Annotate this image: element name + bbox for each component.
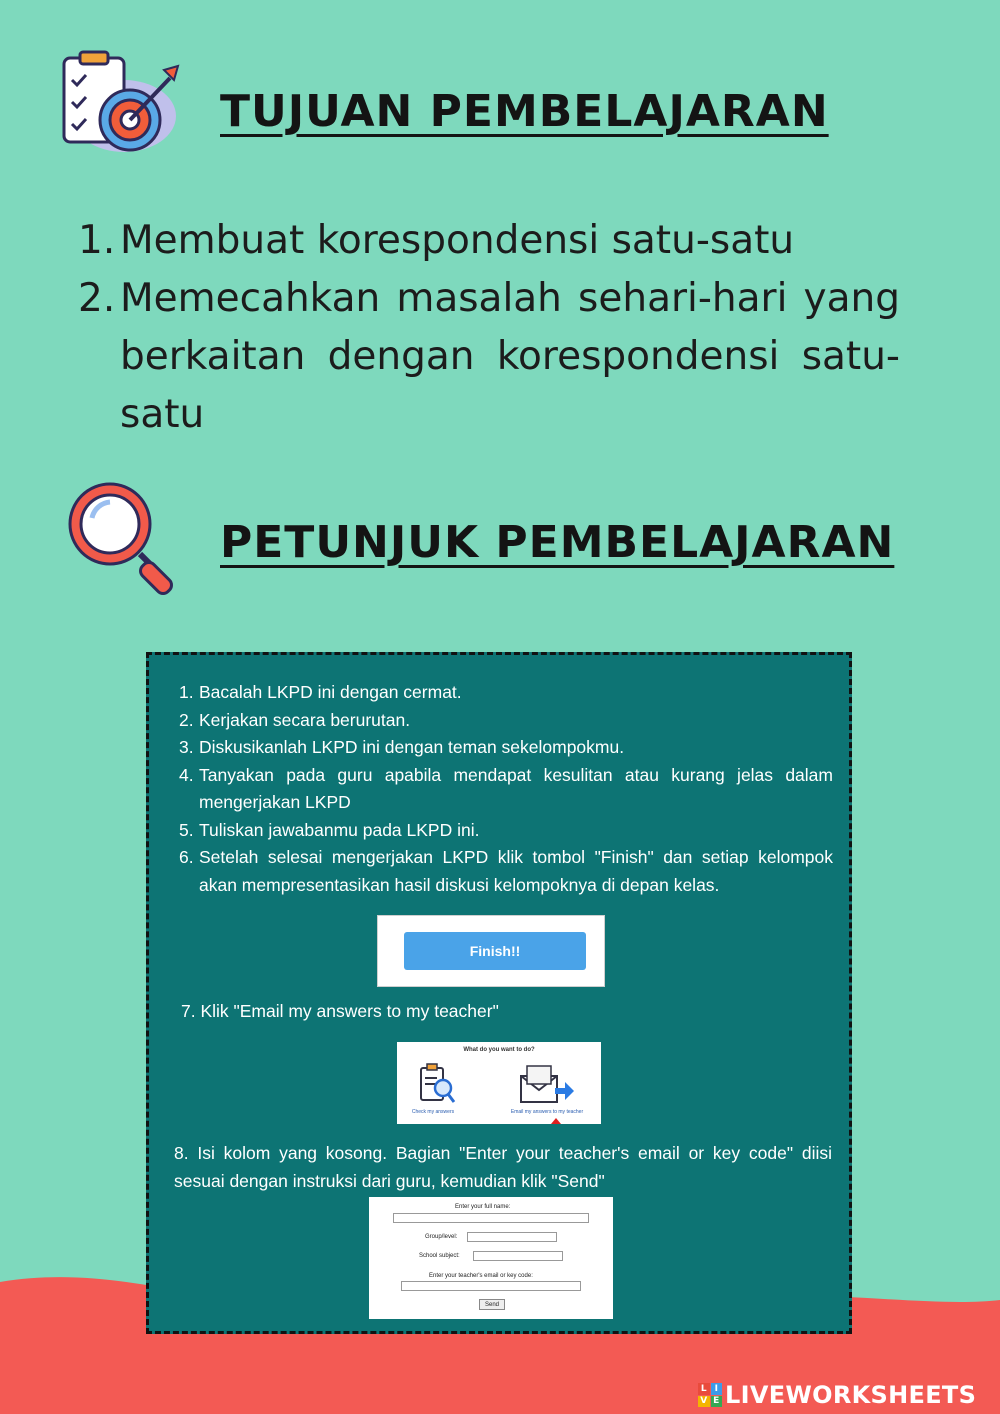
step-text: Kerjakan secara berurutan. <box>199 709 411 730</box>
step-7-text: 7. Klik "Email my answers to my teacher" <box>181 1001 499 1021</box>
subject-label: School subject: <box>419 1253 460 1259</box>
logo-letter: V <box>698 1396 710 1408</box>
check-answers-label[interactable]: Check my answers <box>411 1109 455 1115</box>
list-item <box>179 679 833 707</box>
list-item <box>179 817 833 845</box>
step-text: Tanyakan pada guru apabila mendapat kesulitan atau kurang jelas dalam mengerjakan LKPD <box>199 764 833 812</box>
list-item <box>179 734 833 762</box>
goal-text: Membuat korespondensi satu-satu <box>120 218 795 263</box>
arrow-pointer-icon <box>551 1118 561 1124</box>
magnifier-icon <box>62 478 182 598</box>
teacher-code-label: Enter your teacher's email or key code: <box>429 1273 533 1279</box>
goals-list <box>78 212 900 444</box>
full-name-label: Enter your full name: <box>455 1204 511 1210</box>
steps-list <box>179 679 833 899</box>
check-answers-icon[interactable] <box>417 1062 457 1106</box>
list-item <box>78 212 900 270</box>
target-checklist-icon <box>46 48 186 158</box>
group-field[interactable] <box>467 1232 557 1242</box>
step-text: Setelah selesai mengerjakan LKPD klik tombol "Finish" dan setiap kelompok akan mempresentasikan hasil diskusi kelompoknya di depan kelas. <box>199 847 833 895</box>
send-button[interactable]: Send <box>479 1299 505 1310</box>
subject-field[interactable] <box>473 1251 563 1261</box>
step-text: Bacalah LKPD ini dengan cermat. <box>199 682 462 702</box>
send-form-screenshot <box>369 1197 613 1319</box>
liveworksheets-logo <box>698 1383 722 1407</box>
list-number: 2. <box>78 276 116 321</box>
step-number: 2. <box>179 709 194 730</box>
list-item <box>179 707 833 735</box>
step-number: 3. <box>179 737 194 757</box>
finish-screenshot <box>377 915 605 987</box>
email-answers-label[interactable]: Email my answers to my teacher <box>510 1109 584 1115</box>
step-text: Tuliskan jawabanmu pada LKPD ini. <box>199 819 480 840</box>
group-label: Group/level: <box>425 1234 458 1240</box>
logo-letter: E <box>711 1396 723 1408</box>
teacher-code-field[interactable] <box>401 1281 581 1291</box>
step-text: Diskusikanlah LKPD ini dengan teman sekelompokmu. <box>199 737 625 757</box>
list-number: 1. <box>78 218 116 263</box>
dialog-question: What do you want to do? <box>463 1047 535 1053</box>
finish-button[interactable]: Finish!! <box>404 932 586 970</box>
full-name-field[interactable] <box>393 1213 589 1223</box>
goals-heading: TUJUAN PEMBELAJARAN <box>220 86 829 137</box>
list-item <box>179 762 833 817</box>
step-number: 6. <box>179 847 194 867</box>
step-8-text: 8. Isi kolom yang kosong. Bagian "Enter your teacher's email or key code" diisi sesuai dengan instruksi dari guru, kemudian klik "Send" <box>174 1143 832 1191</box>
email-dialog-screenshot <box>397 1042 601 1124</box>
step-number: 5. <box>179 819 194 840</box>
liveworksheets-brand <box>698 1380 976 1410</box>
goal-text: Memecahkan masalah sehari-hari yang berkaitan dengan korespondensi satu-satu <box>120 276 900 437</box>
email-answers-icon[interactable] <box>517 1064 575 1104</box>
step-number: 1. <box>179 682 194 702</box>
step-number: 4. <box>179 764 194 785</box>
list-item <box>78 270 900 444</box>
brand-name: LIVEWORKSHEETS <box>725 1381 977 1409</box>
logo-letter: L <box>698 1383 710 1395</box>
list-item <box>179 844 833 899</box>
logo-letter: I <box>711 1383 723 1395</box>
instructions-heading: PETUNJUK PEMBELAJARAN <box>220 517 895 568</box>
instructions-panel <box>146 652 852 1334</box>
